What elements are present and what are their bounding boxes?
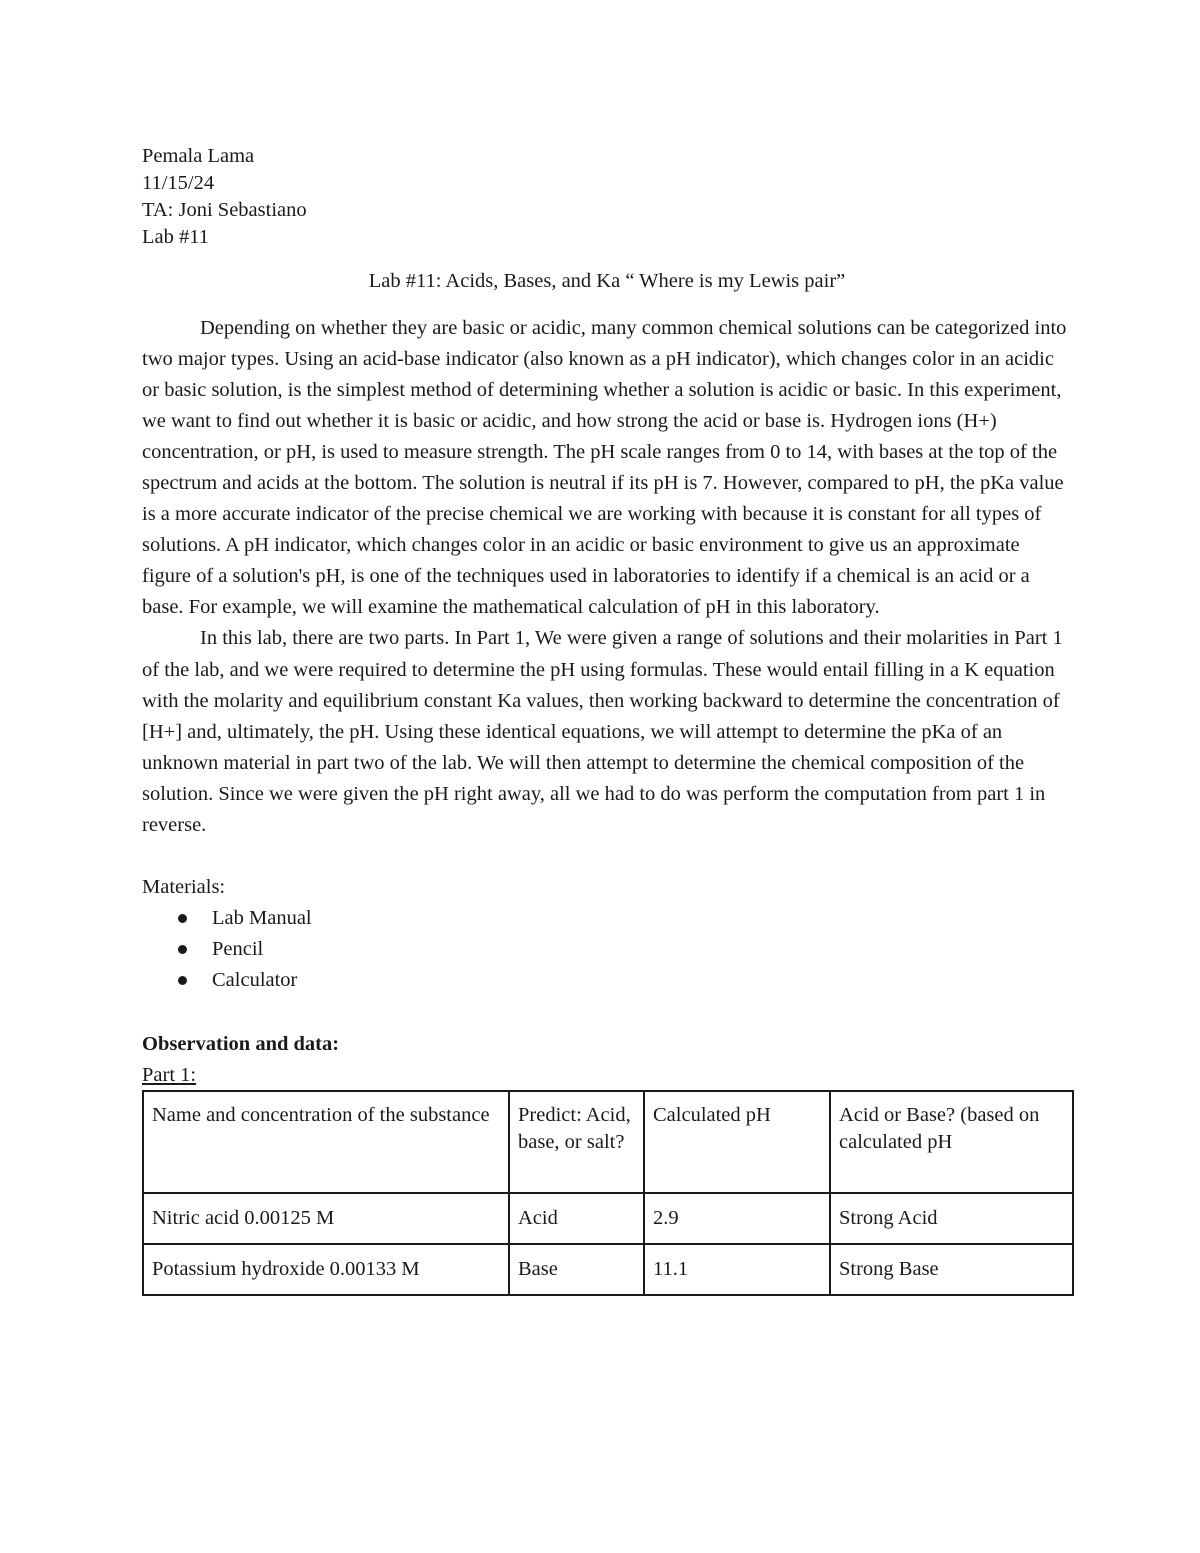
list-item [142,903,1072,934]
table-cell: 11.1 [644,1244,830,1295]
column-header: Acid or Base? (based on calculated pH [830,1091,1073,1193]
introduction [142,313,1072,841]
column-header: Predict: Acid, base, or salt? [509,1091,644,1193]
table-row [143,1193,1073,1244]
document-page [142,143,1072,1296]
material-label: Pencil [212,937,264,960]
table-cell: Nitric acid 0.00125 M [143,1193,509,1244]
intro-paragraph-1: Depending on whether they are basic or acidic, many common chemical solutions can be categorized into two major types. Using an acid-base indicator (also known as a pH indicator), which changes color in an acidic or basic solution, is the simplest method of determining whether a solution is acidic or basic. In this experiment, we want to find out whether it is basic or acidic, and how strong the acid or base is. Hydrogen ions (H+) concentration, or pH, is used to measure strength. The pH scale ranges from 0 to 14, with bases at the top of the spectrum and acids at the bottom. The solution is neutral if its pH is 7. However, compared to pH, the pKa value is a more accurate indicator of the precise chemical we are working with because it is constant for all types of solutions. A pH indicator, which changes color in an acidic or basic environment to give us an approximate figure of a solution's pH, is one of the techniques used in laboratories to identify if a chemical is an acid or a base. For example, we will examine the mathematical calculation of pH in this laboratory. [142,317,1067,619]
table-cell: 2.9 [644,1193,830,1244]
table-cell: Base [509,1244,644,1295]
material-label: Lab Manual [212,906,312,929]
table-cell: Strong Acid [830,1193,1073,1244]
material-label: Calculator [212,968,298,991]
intro-paragraph-2: In this lab, there are two parts. In Part 1, We were given a range of solutions and their molarities in Part 1 of the lab, and we were required to determine the pH using formulas. These would entail filling in a K equation with the molarity and equilibrium constant Ka values, then working backward to determine the concentration of [H+] and, ultimately, the pH. Using these identical equations, we will attempt to determine the pKa of an unknown material in part two of the lab. We will then attempt to determine the chemical composition of the solution. Since we were given the pH right away, all we had to do was perform the computation from part 1 in reverse. [142,627,1063,836]
list-item [142,965,1072,996]
lab-number: Lab #11 [142,226,209,248]
column-header: Calculated pH [644,1091,830,1193]
data-table [142,1090,1074,1296]
table-cell: Acid [509,1193,644,1244]
ta-name: TA: Joni Sebastiano [142,199,307,221]
bullet-icon [178,914,187,923]
bullet-icon [178,976,187,985]
report-date: 11/15/24 [142,172,215,194]
materials-heading: Materials: [142,875,226,898]
part-1-label: Part 1: [142,1063,197,1086]
materials-list [142,903,1072,996]
table-cell: Strong Base [830,1244,1073,1295]
student-name: Pemala Lama [142,145,255,167]
table-cell: Potassium hydroxide 0.00133 M [143,1244,509,1295]
list-item [142,934,1072,965]
bullet-icon [178,945,187,954]
table-row [143,1244,1073,1295]
document-title: Lab #11: Acids, Bases, and Ka “ Where is my Lewis pair” [368,270,846,292]
column-header: Name and concentration of the substance [143,1091,509,1193]
observation-heading: Observation and data: [142,1032,340,1055]
table-header-row [143,1091,1073,1193]
